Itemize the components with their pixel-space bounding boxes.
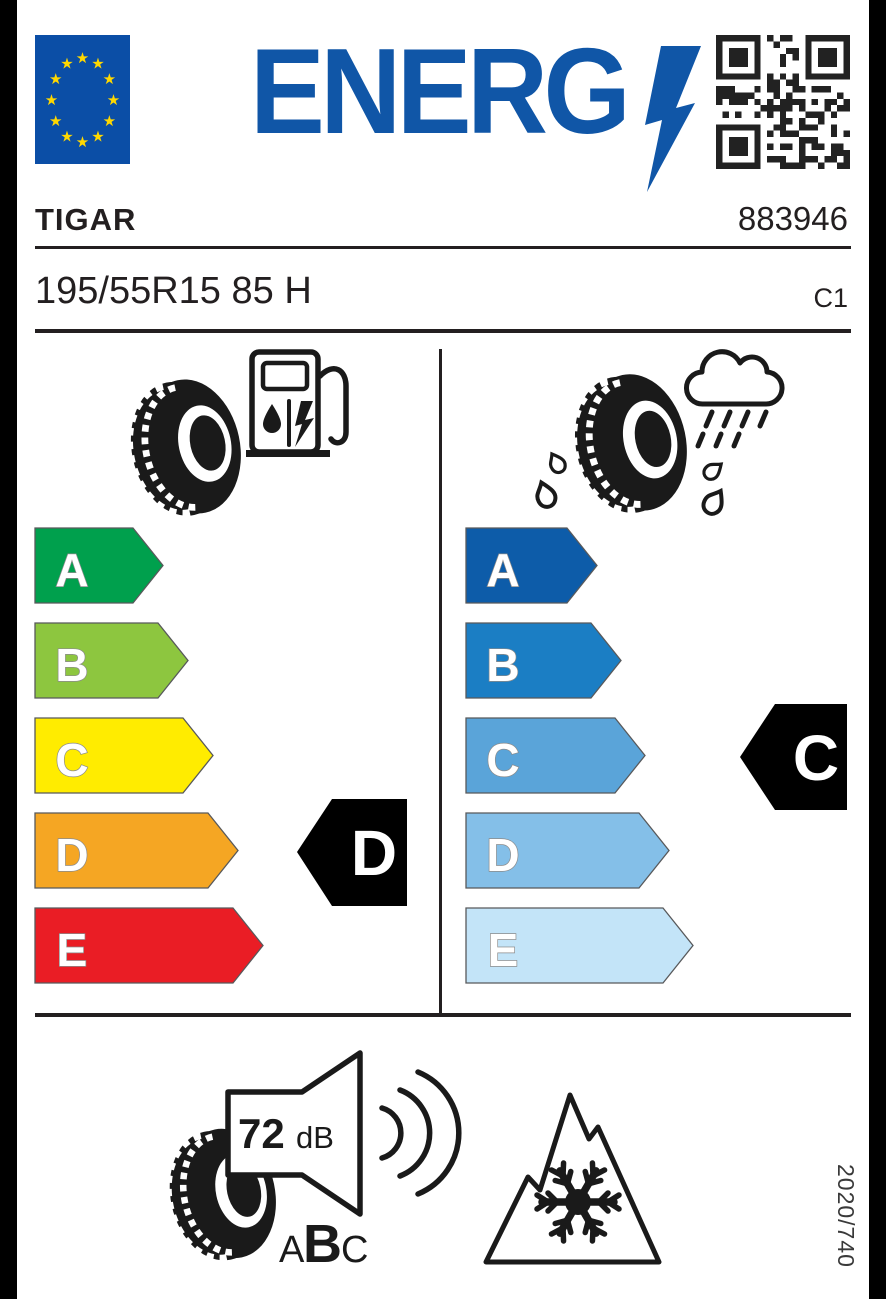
fuel-rating-indicator [297,799,407,906]
wet-letter-c: C [486,734,520,786]
wet-letter-b: B [486,639,520,691]
svg-text:★: ★ [91,127,105,146]
wet-letter-d: D [486,829,520,881]
svg-text:★: ★ [102,70,117,88]
regulation-number: 2020/740 [833,1164,859,1268]
svg-text:★: ★ [60,127,74,146]
energy-logo-text: ENERG [250,23,627,159]
noise-unit: dB [296,1120,334,1155]
tire-size: 195/55R15 85 H [35,270,312,312]
fuel-letter-a: A [55,544,89,596]
brand-name: TIGAR [35,202,137,237]
fuel-pump-icon [246,352,346,457]
fuel-arrow-a [35,528,163,603]
noise-class-c: C [341,1229,369,1271]
tire-class: C1 [813,283,848,313]
svg-text:★: ★ [75,133,90,151]
svg-text:★: ★ [102,112,117,130]
svg-text:★: ★ [48,70,63,88]
noise-class-letters [279,1214,368,1274]
wet-letter-e: E [487,924,519,976]
rain-cloud-icon [686,352,782,446]
noise-class-b: B [303,1214,342,1274]
snowflake-mountain-icon [486,1095,659,1262]
svg-text:★: ★ [48,112,63,130]
noise-class-a: A [279,1229,305,1271]
svg-text:★: ★ [75,49,90,67]
svg-text:★: ★ [60,54,74,73]
tire-icon [561,365,699,523]
wet-letter-a: A [486,544,520,596]
fuel-letter-e: E [56,924,88,976]
fuel-letter-b: B [55,639,89,691]
wet-grip-rating-letter: C [792,722,840,794]
article-number: 883946 [737,200,848,237]
rain-drops [698,412,766,446]
tire-icon [117,370,253,525]
wet-grip-rating-indicator [740,704,847,810]
svg-text:★: ★ [106,91,121,109]
fuel-letter-d: D [55,829,89,881]
sound-waves-icon [382,1072,459,1194]
svg-text:★: ★ [44,91,59,109]
fuel-letter-c: C [55,734,89,786]
fuel-rating-letter: D [350,817,398,889]
svg-text:★: ★ [91,54,105,73]
noise-value: 72 [238,1110,285,1157]
